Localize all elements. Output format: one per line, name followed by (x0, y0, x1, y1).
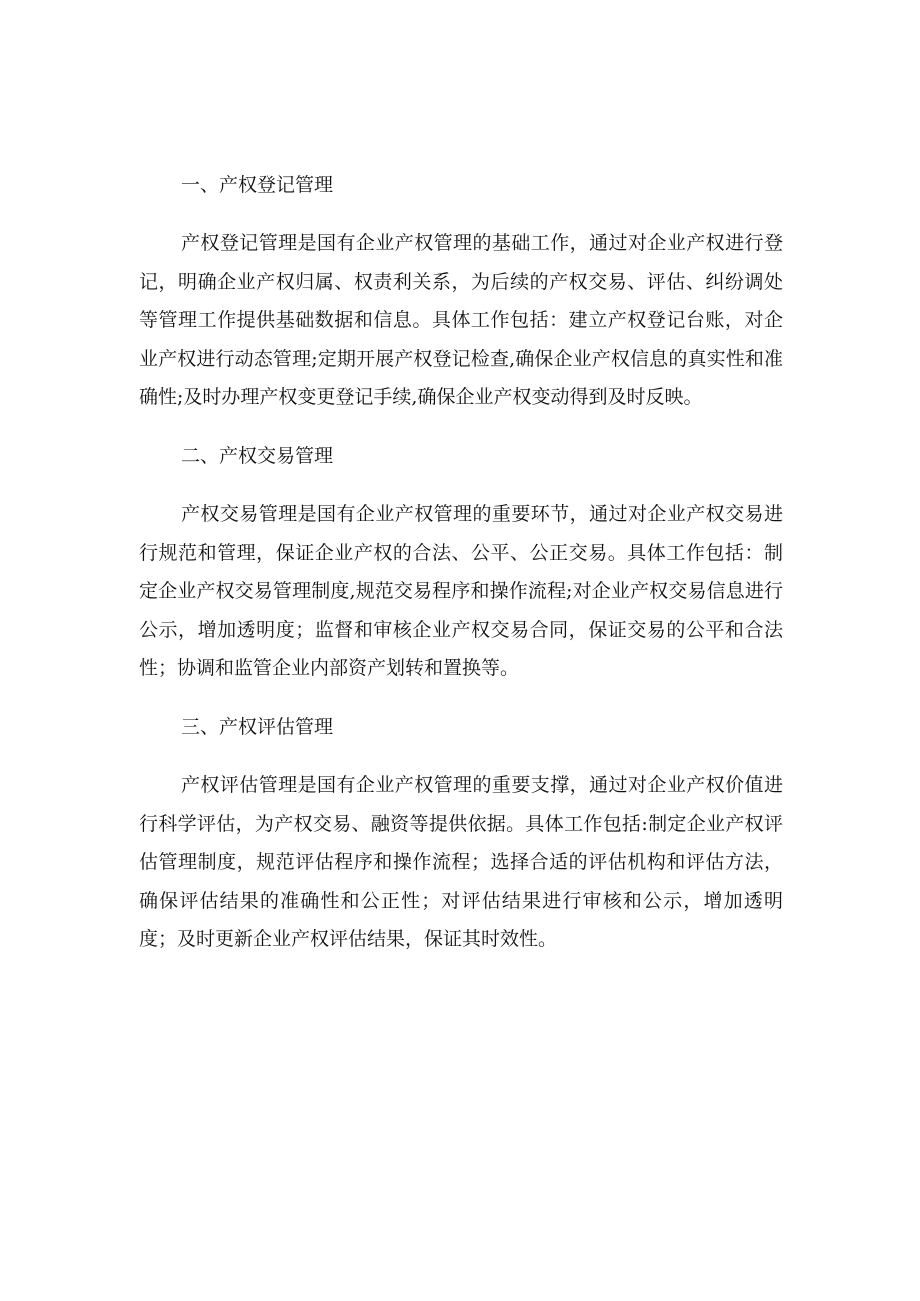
document-body (139, 166, 783, 959)
section-paragraph-transaction: 产权交易管理是国有企业产权管理的重要环节，通过对企业产权交易进行规范和管理，保证企业产权的合法、公平、公正交易。具体工作包括：制定企业产权交易管理制度,规范交易程序和操作流程;对企业产权交易信息进行公示，增加透明度；监督和审核企业产权交易合同，保证交易的公平和合法性；协调和监管企业内部资产划转和置换等。 (139, 502, 783, 680)
section-heading-transaction: 二、产权交易管理 (181, 444, 334, 467)
section-paragraph-evaluation: 产权评估管理是国有企业产权管理的重要支撑，通过对企业产权价值进行科学评估，为产权交易、融资等提供依据。具体工作包括:制定企业产权评估管理制度，规范评估程序和操作流程；选择合适的评估机构和评估方法，确保评估结果的准确性和公正性；对评估结果进行审核和公示，增加透明度；及时更新企业产权评估结果，保证其时效性。 (139, 773, 783, 951)
section-heading-evaluation: 三、产权评估管理 (181, 715, 334, 738)
section-paragraph-registration: 产权登记管理是国有企业产权管理的基础工作，通过对企业产权进行登记，明确企业产权归属、权责利关系，为后续的产权交易、评估、纠纷调处等管理工作提供基础数据和信息。具体工作包括：建立产权登记台账，对企业产权进行动态管理;定期开展产权登记检查,确保企业产权信息的真实性和准确性;及时办理产权变更登记手续,确保企业产权变动得到及时反映。 (139, 232, 783, 409)
section-heading-registration: 一、产权登记管理 (181, 174, 334, 196)
